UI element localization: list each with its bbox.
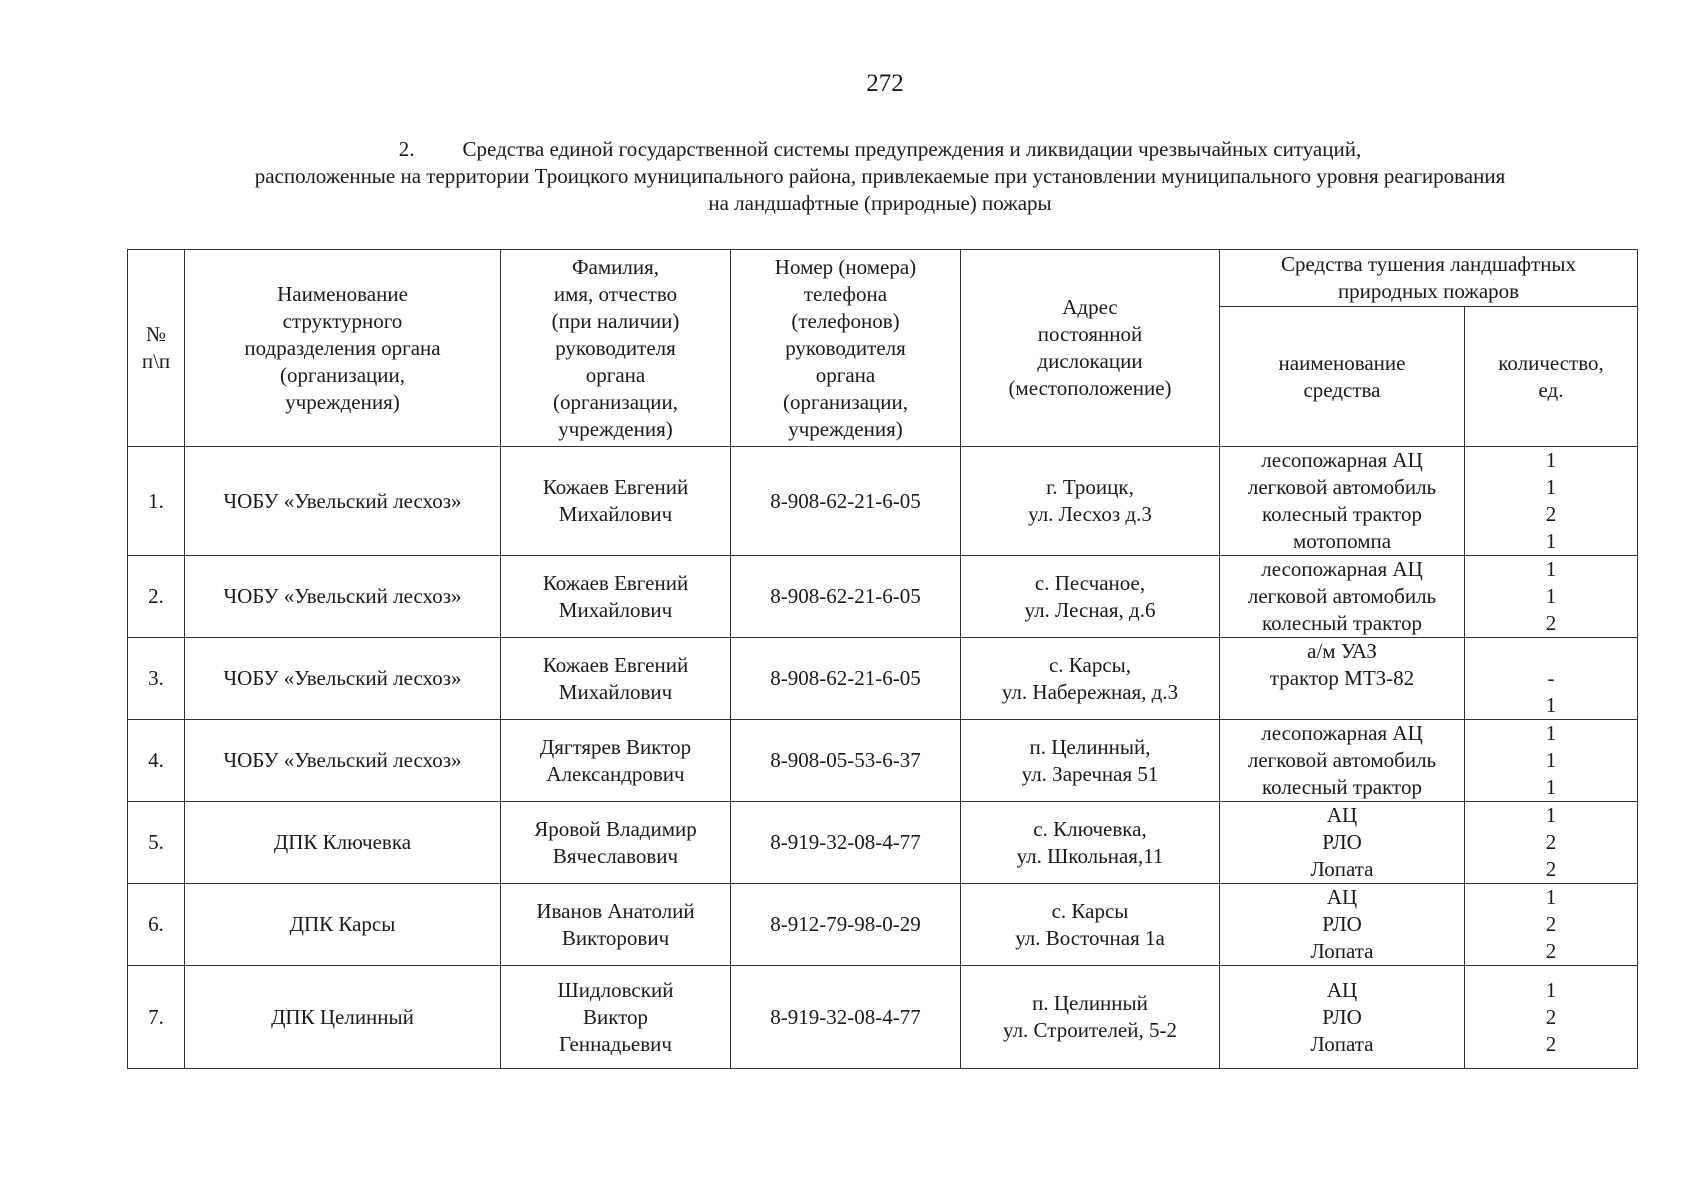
header-head-name bbox=[501, 250, 731, 447]
cell-means-name-line: легковой автомобиль bbox=[1247, 584, 1437, 608]
header-number bbox=[128, 250, 185, 447]
cell-phone-line: 8-908-62-21-6-05 bbox=[770, 584, 921, 608]
cell-head-name-line: Вячеславович bbox=[552, 843, 679, 868]
cell-head-name bbox=[501, 802, 731, 884]
cell-means-name-line: РЛО bbox=[1322, 1004, 1362, 1029]
cell-means-quantity-line: 2 bbox=[1545, 939, 1557, 963]
cell-head-name bbox=[501, 884, 731, 966]
cell-means-name bbox=[1220, 638, 1465, 720]
cell-means-quantity bbox=[1465, 638, 1638, 720]
cell-phone bbox=[731, 884, 961, 966]
cell-means-name-line: АЦ bbox=[1326, 803, 1358, 827]
cell-means-quantity bbox=[1465, 884, 1638, 966]
cell-means-name-line: легковой автомобиль bbox=[1247, 748, 1437, 772]
cell-phone bbox=[731, 556, 961, 638]
header-means-quantity bbox=[1465, 307, 1638, 447]
cell-address-line: п. Целинный bbox=[1032, 991, 1148, 1015]
header-means-name-line: наименование bbox=[1278, 350, 1406, 375]
cell-means-quantity-line: 1 bbox=[1545, 775, 1557, 799]
header-phone-line: (телефонов) bbox=[791, 308, 900, 333]
cell-means-quantity-line: 1 bbox=[1545, 721, 1557, 745]
header-organization-line: подразделения органа bbox=[244, 335, 441, 360]
table-body bbox=[128, 447, 1638, 1069]
cell-head-name bbox=[501, 638, 731, 720]
table-row bbox=[128, 884, 1638, 966]
cell-means-quantity bbox=[1465, 447, 1638, 556]
cell-means-name bbox=[1220, 966, 1465, 1069]
cell-means-name bbox=[1220, 802, 1465, 884]
cell-address bbox=[961, 884, 1220, 966]
cell-number: 3. bbox=[128, 638, 185, 720]
cell-means-quantity-line: 1 bbox=[1545, 803, 1557, 827]
header-head-name-line: руководителя bbox=[555, 335, 676, 360]
cell-means-name-line: Лопата bbox=[1310, 1031, 1374, 1056]
heading-text-1: Средства единой государственной системы предупреждения и ликвидации чрезвычайных ситуаций, bbox=[462, 137, 1362, 161]
cell-phone bbox=[731, 447, 961, 556]
cell-means-name-line: РЛО bbox=[1322, 830, 1362, 854]
cell-means-name-line: РЛО bbox=[1322, 912, 1362, 936]
cell-phone-line: 8-908-62-21-6-05 bbox=[770, 666, 921, 690]
header-organization bbox=[185, 250, 501, 447]
header-address-line: постоянной bbox=[1037, 322, 1143, 346]
cell-means-name-line: колесный трактор bbox=[1262, 775, 1422, 799]
cell-head-name-line: Михайлович bbox=[558, 502, 673, 526]
cell-means-name bbox=[1220, 884, 1465, 966]
cell-means-quantity-line: 1 bbox=[1545, 977, 1557, 1002]
cell-organization-line: ДПК Карсы bbox=[289, 912, 396, 936]
cell-head-name-line: Кожаев Евгений bbox=[542, 652, 689, 677]
cell-address-line: ул. Заречная 51 bbox=[1021, 761, 1159, 786]
cell-address-line: ул. Строителей, 5-2 bbox=[1003, 1018, 1177, 1042]
header-head-name-line: (при наличии) bbox=[551, 308, 680, 333]
cell-means-name-line: колесный трактор bbox=[1262, 502, 1422, 526]
cell-means-quantity-line: 2 bbox=[1545, 912, 1557, 936]
cell-means-quantity-line: 2 bbox=[1545, 502, 1557, 526]
header-phone-line: учреждения) bbox=[788, 416, 903, 441]
cell-phone-line: 8-908-05-53-6-37 bbox=[770, 748, 921, 772]
cell-number: 1. bbox=[128, 447, 185, 556]
cell-head-name-line: Дягтярев Виктор bbox=[539, 734, 692, 759]
header-head-name-line: учреждения) bbox=[558, 416, 673, 441]
cell-number: 5. bbox=[128, 802, 185, 884]
cell-means-quantity-line: 2 bbox=[1545, 857, 1557, 881]
header-phone bbox=[731, 250, 961, 447]
cell-means-quantity bbox=[1465, 966, 1638, 1069]
cell-address-line: с. Карсы bbox=[1051, 898, 1129, 923]
table-row bbox=[128, 966, 1638, 1069]
cell-address-line: ул. Лесная, д.6 bbox=[1024, 597, 1156, 622]
header-means-name bbox=[1220, 307, 1465, 447]
cell-means-name-line: АЦ bbox=[1326, 885, 1358, 909]
cell-means-name-line: Лопата bbox=[1310, 939, 1374, 963]
header-means-group-line: природных пожаров bbox=[1337, 279, 1520, 303]
cell-head-name-line: Шидловский bbox=[557, 977, 674, 1002]
header-phone-line: телефона bbox=[803, 281, 888, 306]
header-organization-line: (организации, bbox=[280, 362, 405, 387]
cell-phone bbox=[731, 802, 961, 884]
cell-address-line: ул. Лесхоз д.3 bbox=[1028, 502, 1152, 526]
cell-head-name-line: Кожаев Евгений bbox=[542, 570, 689, 595]
cell-means-quantity-line: 2 bbox=[1545, 1031, 1557, 1056]
cell-number: 2. bbox=[128, 556, 185, 638]
table-header bbox=[128, 250, 1638, 447]
header-means-group bbox=[1220, 250, 1638, 307]
table-row bbox=[128, 556, 1638, 638]
cell-phone-line: 8-919-32-08-4-77 bbox=[770, 1004, 921, 1029]
cell-means-quantity-line: 1 bbox=[1545, 693, 1557, 717]
cell-means-quantity-line: 2 bbox=[1545, 830, 1557, 854]
cell-head-name-line: Александрович bbox=[546, 761, 685, 786]
cell-means-name-line: мотопомпа bbox=[1292, 529, 1392, 553]
cell-address-line: с. Карсы, bbox=[1048, 652, 1132, 677]
header-head-name-line: Фамилия, bbox=[571, 254, 660, 279]
heading-number: 2. bbox=[398, 137, 415, 161]
cell-means-name-line: Лопата bbox=[1310, 857, 1374, 881]
cell-organization bbox=[185, 447, 501, 556]
cell-address-line: с. Песчаное, bbox=[1034, 570, 1146, 595]
cell-address bbox=[961, 638, 1220, 720]
cell-head-name-line: Михайлович bbox=[558, 597, 673, 622]
cell-head-name bbox=[501, 966, 731, 1069]
cell-address bbox=[961, 720, 1220, 802]
cell-organization bbox=[185, 556, 501, 638]
cell-means-name-line: а/м УАЗ bbox=[1307, 639, 1377, 663]
header-phone-line: (организации, bbox=[783, 389, 908, 414]
cell-means-quantity bbox=[1465, 556, 1638, 638]
header-phone-line: Номер (номера) bbox=[774, 254, 917, 279]
resources-table bbox=[127, 249, 1638, 1069]
cell-number: 7. bbox=[128, 966, 185, 1069]
cell-head-name bbox=[501, 556, 731, 638]
cell-means-quantity-line: 1 bbox=[1545, 448, 1557, 472]
cell-address bbox=[961, 966, 1220, 1069]
cell-phone bbox=[731, 638, 961, 720]
table-row bbox=[128, 802, 1638, 884]
cell-organization-line: ЧОБУ «Увельский лесхоз» bbox=[223, 584, 462, 608]
header-means-quantity-line: ед. bbox=[1538, 377, 1564, 402]
cell-means-name-line: лесопожарная АЦ bbox=[1261, 557, 1423, 581]
cell-means-name-line: АЦ bbox=[1326, 977, 1358, 1002]
header-phone-line: органа bbox=[815, 362, 876, 387]
cell-head-name-line: Викторович bbox=[561, 925, 670, 950]
cell-head-name-line: Михайлович bbox=[558, 679, 673, 704]
header-means-group-line: Средства тушения ландшафтных bbox=[1280, 252, 1577, 276]
table-row bbox=[128, 720, 1638, 802]
header-means-name-line: средства bbox=[1303, 377, 1381, 402]
cell-means-name-line bbox=[1224, 692, 1460, 719]
cell-organization-line: ДПК Целинный bbox=[271, 1004, 414, 1029]
table-row bbox=[128, 638, 1638, 720]
cell-means-name bbox=[1220, 447, 1465, 556]
cell-means-name bbox=[1220, 556, 1465, 638]
cell-number: 4. bbox=[128, 720, 185, 802]
header-head-name-line: органа bbox=[585, 362, 646, 387]
header-phone-line: руководителя bbox=[785, 335, 906, 360]
page-number: 272 bbox=[866, 70, 904, 97]
cell-head-name-line: Геннадьевич bbox=[559, 1031, 672, 1056]
header-address-line: Адрес bbox=[1062, 295, 1118, 319]
cell-means-name bbox=[1220, 720, 1465, 802]
header-means-quantity-line: количество, bbox=[1498, 350, 1604, 375]
header-head-name-line: (организации, bbox=[553, 389, 678, 414]
header-address bbox=[961, 250, 1220, 447]
cell-address-line: г. Троицк, bbox=[1046, 475, 1134, 499]
cell-address bbox=[961, 447, 1220, 556]
cell-means-quantity-line: 1 bbox=[1545, 475, 1557, 499]
cell-address-line: с. Ключевка, bbox=[1033, 816, 1147, 841]
cell-address-line: ул. Восточная 1а bbox=[1015, 925, 1165, 950]
cell-phone-line: 8-908-62-21-6-05 bbox=[770, 488, 921, 513]
heading-line-2: расположенные на территории Троицкого муниципального района, привлекаемые при установлении муниципального уровня реагирования bbox=[254, 164, 1506, 188]
cell-head-name-line: Кожаев Евгений bbox=[542, 475, 689, 499]
header-organization-line: Наименование bbox=[277, 281, 408, 306]
cell-organization-line: ЧОБУ «Увельский лесхоз» bbox=[223, 666, 462, 690]
cell-means-quantity-line: 1 bbox=[1545, 885, 1557, 909]
cell-organization bbox=[185, 966, 501, 1069]
header-address-line: дислокации bbox=[1037, 349, 1143, 373]
cell-phone bbox=[731, 966, 961, 1069]
cell-number: 6. bbox=[128, 884, 185, 966]
cell-address-line: ул. Набережная, д.3 bbox=[1001, 679, 1179, 704]
table-row bbox=[128, 447, 1638, 556]
cell-address-line: ул. Школьная,11 bbox=[1016, 843, 1164, 868]
cell-means-name-line: колесный трактор bbox=[1262, 611, 1422, 635]
cell-head-name-line: Виктор bbox=[582, 1004, 649, 1029]
header-number-line: п\п bbox=[141, 349, 171, 373]
cell-organization bbox=[185, 802, 501, 884]
heading-line-1 bbox=[140, 136, 1620, 163]
cell-means-name-line: трактор МТЗ-82 bbox=[1269, 666, 1415, 690]
header-organization-line: учреждения) bbox=[285, 389, 400, 414]
cell-organization bbox=[185, 720, 501, 802]
cell-means-quantity-line bbox=[1469, 638, 1633, 665]
cell-means-quantity-line: 1 bbox=[1545, 584, 1557, 608]
cell-address bbox=[961, 802, 1220, 884]
cell-means-quantity-line: 1 bbox=[1545, 557, 1557, 581]
cell-organization-line: ДПК Ключевка bbox=[273, 830, 412, 854]
cell-head-name bbox=[501, 447, 731, 556]
cell-organization bbox=[185, 884, 501, 966]
cell-means-quantity-line: 2 bbox=[1545, 1004, 1557, 1029]
cell-organization-line: ЧОБУ «Увельский лесхоз» bbox=[223, 488, 462, 513]
cell-organization-line: ЧОБУ «Увельский лесхоз» bbox=[223, 748, 462, 772]
cell-address bbox=[961, 556, 1220, 638]
cell-means-quantity bbox=[1465, 802, 1638, 884]
cell-means-quantity-line: 1 bbox=[1545, 529, 1557, 553]
header-head-name-line: имя, отчество bbox=[553, 281, 678, 306]
cell-head-name-line: Яровой Владимир bbox=[534, 816, 697, 841]
cell-head-name-line: Иванов Анатолий bbox=[536, 898, 695, 923]
cell-organization bbox=[185, 638, 501, 720]
document-heading bbox=[140, 136, 1620, 217]
header-organization-line: структурного bbox=[282, 308, 403, 333]
cell-head-name bbox=[501, 720, 731, 802]
cell-phone-line: 8-912-79-98-0-29 bbox=[770, 912, 921, 936]
cell-means-name-line: лесопожарная АЦ bbox=[1261, 721, 1423, 745]
cell-means-quantity-line: 1 bbox=[1545, 748, 1557, 772]
header-address-line: (местоположение) bbox=[1008, 376, 1172, 400]
cell-means-name-line: лесопожарная АЦ bbox=[1261, 448, 1423, 472]
cell-means-quantity bbox=[1465, 720, 1638, 802]
cell-means-quantity-line: 2 bbox=[1545, 611, 1557, 635]
cell-phone bbox=[731, 720, 961, 802]
heading-line-3: на ландшафтные (природные) пожары bbox=[708, 191, 1052, 215]
header-number-line: № bbox=[145, 322, 167, 346]
cell-address-line: п. Целинный, bbox=[1029, 734, 1151, 759]
cell-phone-line: 8-919-32-08-4-77 bbox=[770, 830, 921, 854]
cell-means-name-line: легковой автомобиль bbox=[1247, 475, 1437, 499]
cell-means-quantity-line: - bbox=[1547, 666, 1555, 690]
